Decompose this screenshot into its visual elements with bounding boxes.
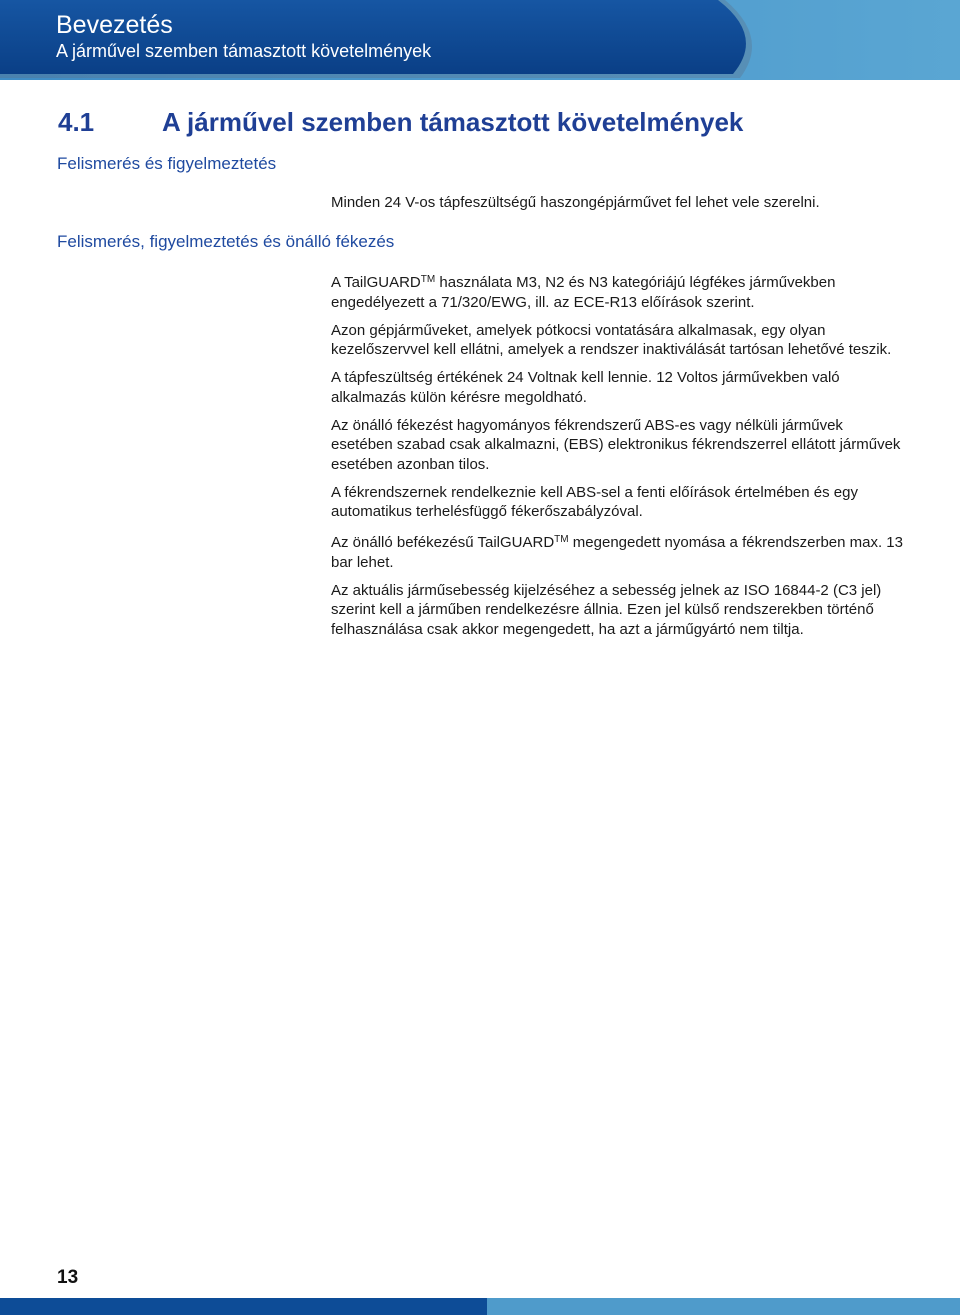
- paragraph-trailer-control: Azon gépjárműveket, amelyek pótkocsi vontatására alkalmasak, egy olyan kezelőszervvel kell ellátni, amelyek a rendszer inaktiválását tartósan lehetővé teszik.: [331, 321, 892, 358]
- content-column: [331, 270, 906, 648]
- page-number: 13: [57, 1267, 79, 1288]
- header-subtitle: A járművel szemben támasztott követelmények: [56, 41, 432, 61]
- page-header-banner: [0, 0, 960, 80]
- paragraph-pressure-rest: megengedett nyomása a fékrendszerben max. 13 bar lehet.: [331, 534, 903, 571]
- paragraph-autonomous-braking: Az önálló fékezést hagyományos fékrendszerű ABS-es vagy nélküli járművek esetében szabad csak alkalmazni, (EBS) elektronikus fékrendszerrel ellátott járművek esetében azonban tilos.: [331, 416, 901, 473]
- paragraph-supply-voltage: A tápfeszültség értékének 24 Voltnak kell lennie. 12 Voltos járművekben való alkalmazás külön kérésre megoldható.: [331, 369, 840, 406]
- trademark-mark: TM: [420, 274, 436, 285]
- section-heading: [58, 106, 743, 138]
- subheading-recognition-warning-braking: Felismerés, figyelmeztetés és önálló fékezés: [57, 232, 395, 251]
- paragraph-approval-lead: A TailGUARD: [331, 274, 421, 291]
- paragraph-text: Minden 24 V-os tápfeszültségű haszongépjárművet fel lehet vele szerelni.: [331, 194, 820, 211]
- paragraph-approval: [331, 270, 906, 312]
- paragraph-speed-signal: Az aktuális járműsebesség kijelzéséhez a sebesség jelnek az ISO 16844-2 (C3 jel) szerint kell a járműben rendelkezésre állnia. Ezen jel külső rendszerekben történő felhasználása csak akkor megengedett, ha azt a járműgyártó nem tiltja.: [331, 581, 882, 638]
- paragraph-approval-rest: használata M3, N2 és N3 kategóriájú légfékes járművekben engedélyezett a 71/320/EWG, ill. az ECE-R13 előírások szerint.: [331, 274, 836, 311]
- trademark-mark: TM: [554, 534, 569, 545]
- footer-bar-light-segment: [487, 1298, 960, 1315]
- paragraph-pressure-lead: Az önálló befékezésű TailGUARD: [331, 534, 555, 551]
- header-title: Bevezetés: [56, 11, 173, 39]
- paragraph-max-pressure: [331, 530, 906, 572]
- paragraph-voltage-all: [331, 193, 906, 221]
- section-number: 4.1: [58, 107, 95, 137]
- footer-bar-dark-segment: [0, 1298, 487, 1315]
- footer-bar: [0, 1298, 960, 1315]
- subheading-recognition-warning: Felismerés és figyelmeztetés: [57, 154, 277, 173]
- section-title-text: A járművel szemben támasztott követelmények: [162, 107, 744, 137]
- paragraph-abs-requirement: A fékrendszernek rendelkeznie kell ABS-sel a fenti előírások értelmében és egy automatikus terhelésfüggő fékerőszabályzóval.: [331, 483, 858, 520]
